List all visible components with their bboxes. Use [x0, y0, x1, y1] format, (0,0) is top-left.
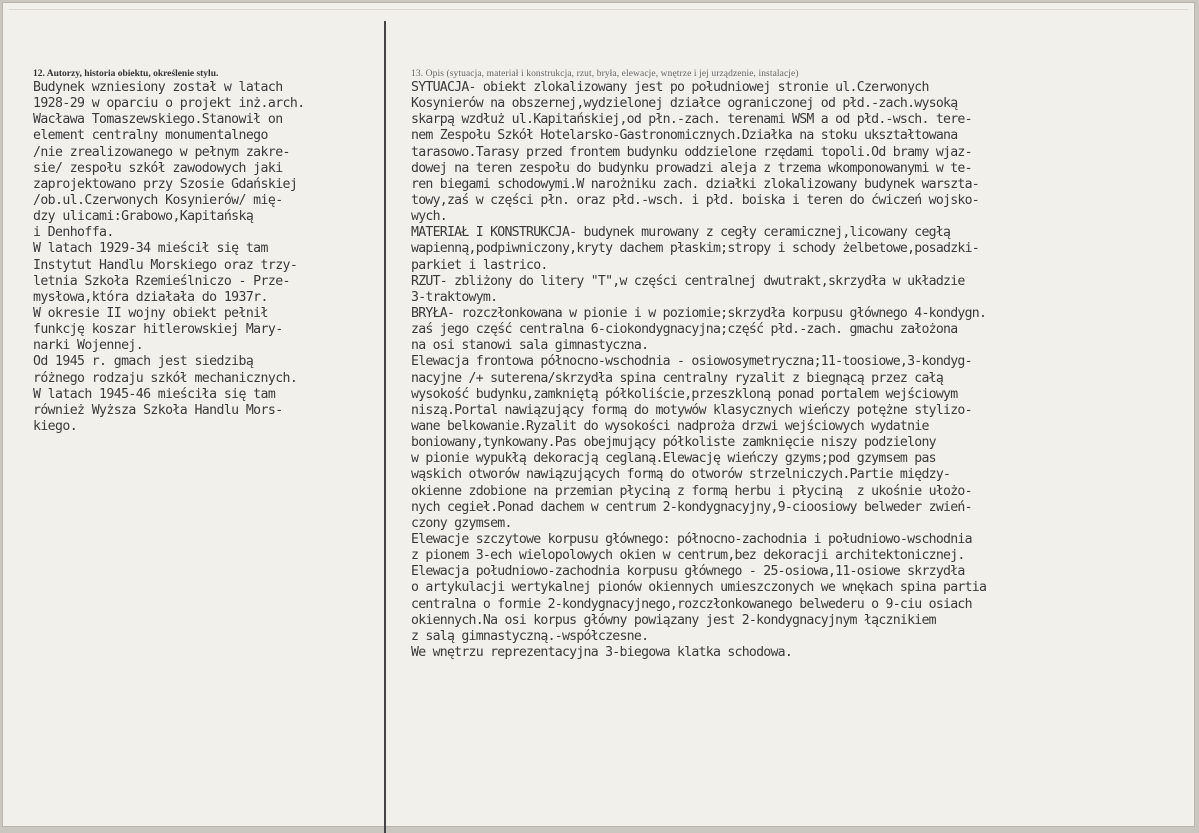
- history-text: [33, 80, 385, 435]
- description-line: Elewacja frontowa północno-wschodnia - osiowosymetryczna;11-toosiowe,3-kondyg-: [411, 354, 972, 370]
- history-line: W latach 1929-34 mieścił się tam: [33, 241, 268, 257]
- history-line: 1928-29 w oparciu o projekt inż.arch.: [33, 96, 305, 112]
- description-line: centralna o formie 2-kondygnacyjnego,rozczłonkowanego belwederu o 9-ciu osiach: [411, 596, 972, 612]
- history-line: sie/ zespołu szkół zawodowych jaki: [33, 160, 283, 176]
- description-line: wapienną,podpiwniczony,kryty dachem płaskim;stropy i schody żelbetowe,posadzki-: [411, 241, 979, 257]
- record-card: [2, 2, 1195, 827]
- history-line: /ob.ul.Czerwonych Kosynierów/ mię-: [33, 192, 283, 208]
- description-line: nem Zespołu Szkół Hotelarsko-Gastronomicznych.Działka na stoku ukształtowana: [411, 128, 958, 144]
- history-line: W okresie II wojny obiekt pełnił: [33, 305, 268, 321]
- history-line: W latach 1945-46 mieściła się tam: [33, 386, 276, 402]
- description-line: 3-traktowym.: [411, 289, 498, 305]
- description-line: Kosynierów na obszernej,wydzielonej działce ograniczonej od płd.-zach.wysoką: [411, 96, 958, 112]
- description-line: na osi stanowi sala gimnastyczna.: [411, 338, 649, 354]
- history-line: Wacława Tomaszewskiego.Stanowił on: [33, 112, 283, 128]
- top-rule: [9, 9, 1188, 10]
- description-line: SYTUACJA- obiekt zlokalizowany jest po południowej stronie ul.Czerwonych: [411, 80, 929, 95]
- description-line: wysokość budynku,zamkniętą półkoliście,przeszkloną ponad portalem wejściowym: [411, 386, 958, 402]
- description-line: towy,zaś w części płn. oraz płd.-wsch. i płd. boiska i teren do ćwiczeń wojsko-: [411, 192, 979, 208]
- description-line: Elewacje szczytowe korpusu głównego: północno-zachodnia i południowo-wschodnia: [411, 531, 972, 547]
- history-line: różnego rodzaju szkół mechanicznych.: [33, 370, 298, 386]
- history-line: funkcję koszar hitlerowskiej Mary-: [33, 322, 283, 338]
- description-line: skarpą wzdłuż ul.Kapitańskiej,od płn.-zach. terenami WSM a od płd.-wsch. tere-: [411, 112, 972, 128]
- history-line: element centralny monumentalnego: [33, 128, 268, 144]
- history-section: [33, 68, 385, 435]
- history-line: narki Wojennej.: [33, 338, 144, 354]
- history-line: Od 1945 r. gmach jest siedzibą: [33, 354, 254, 370]
- description-line: ren biegami schodowymi.W narożniku zach. działki zlokalizowany budynek warszta-: [411, 176, 979, 192]
- description-section: [411, 68, 1199, 661]
- history-line: Budynek wzniesiony został w latach: [33, 80, 283, 95]
- description-line: tarasowo.Tarasy przed frontem budynku oddzielone rzędami topoli.Od bramy wjaz-: [411, 144, 972, 160]
- history-line: kiego.: [33, 418, 78, 434]
- description-line: okiennych.Na osi korpus główny powiązany jest 2-kondygnacyjnym łącznikiem: [411, 612, 936, 628]
- description-line: o artykulacji wertykalnej pionów okiennych umieszczonych we wnękach spina partia: [411, 580, 987, 596]
- history-heading: 12. Autorzy, historia obiektu, określenie stylu.: [33, 69, 219, 79]
- description-line: zaś jego część centralna 6-ciokondygnacyjna;część płd.-zach. gmachu założona: [411, 322, 958, 338]
- history-line: /nie zrealizowanego w pełnym zakre-: [33, 144, 290, 160]
- description-line: w pionie wypukłą dekoracją ceglaną.Elewację wieńczy gzyms;pod gzymsem pas: [411, 451, 936, 467]
- description-line: We wnętrzu reprezentacyjna 3-biegowa klatka schodowa.: [411, 644, 793, 660]
- description-line: nacyjne /+ suterena/skrzydła spina centralny ryzalit z biegnącą przez całą: [411, 370, 944, 386]
- description-line: MATERIAŁ I KONSTRUKCJA- budynek murowany z cegły ceramicznej,licowany cegłą: [411, 225, 951, 241]
- description-line: parkiet i lastrico.: [411, 257, 548, 273]
- description-heading: 13. Opis (sytuacja, materiał i konstrukcja, rzut, bryła, elewacje, wnętrze i jej urządzenie, instalacje): [411, 69, 799, 79]
- description-line: wane belkowanie.Ryzalit do wysokości nadproża drzwi wejściowych wydatnie: [411, 418, 929, 434]
- description-line: niszą.Portal nawiązujący formą do motywów klasycznych wieńczy potężne stylizo-: [411, 402, 972, 418]
- history-line: mysłowa,która działała do 1937r.: [33, 289, 268, 305]
- description-line: wąskich otworów nawiązujących formą do otworów strzelniczych.Partie między-: [411, 467, 951, 483]
- description-text: [411, 80, 1199, 661]
- history-line: dzy ulicami:Grabowo,Kapitańską: [33, 209, 254, 225]
- description-line: boniowany,tynkowany.Pas obejmujący półkoliste zamknięcie niszy podzielony: [411, 435, 936, 451]
- description-line: wych.: [411, 209, 447, 225]
- description-line: Elewacja południowo-zachodnia korpusu głównego - 25-osiowa,11-osiowe skrzydła: [411, 564, 965, 580]
- description-line: okienne zdobione na przemian płyciną z formą herbu i płyciną z ukośnie ułożo-: [411, 483, 972, 499]
- description-line: z pionem 3-ech wielopolowych okien w centrum,bez dekoracji architektonicznej.: [411, 548, 965, 564]
- description-line: dowej na teren zespołu do budynku prowadzi aleja z trzema wkomponowanymi w te-: [411, 160, 972, 176]
- history-line: i Denhoffa.: [33, 225, 114, 241]
- history-line: zaprojektowano przy Szosie Gdańskiej: [33, 176, 298, 192]
- description-line: BRYŁA- rozczłonkowana w pionie i w poziomie;skrzydła korpusu głównego 4-kondygn.: [411, 305, 987, 321]
- description-line: czony gzymsem.: [411, 515, 512, 531]
- description-line: nych cegieł.Ponad dachem w centrum 2-kondygnacyjny,9-cioosiowy belweder zwień-: [411, 499, 972, 515]
- history-line: Instytut Handlu Morskiego oraz trzy-: [33, 257, 298, 273]
- history-line: również Wyższa Szkoła Handlu Mors-: [33, 402, 283, 418]
- history-line: letnia Szkoła Rzemieślniczo - Prze-: [33, 273, 290, 289]
- description-line: RZUT- zbliżony do litery "T",w części centralnej dwutrakt,skrzydła w układzie: [411, 273, 965, 289]
- description-line: z salą gimnastyczną.-współczesne.: [411, 628, 649, 644]
